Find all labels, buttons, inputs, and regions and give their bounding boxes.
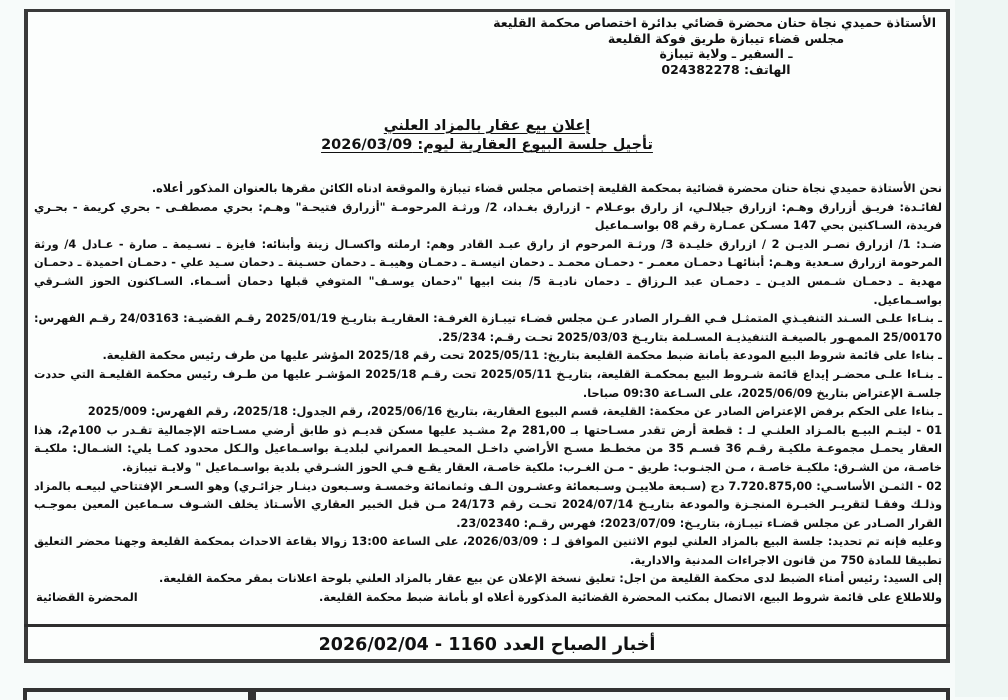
- auction-notice: [28, 12, 946, 624]
- page-margin: [955, 0, 1008, 697]
- next-notice-frame-right: [252, 688, 950, 700]
- paragraph-deposit-record: ـ بنـاءا علـى محضـر إيداع قائمة شـروط البيع بمحكمـة القليعة، بتاريـخ 2025/05/11 تحت رقـم 2025/18 المؤشـر عليها من طـرف رئيس محكمة القليعـة التي حددت جلسـة الإعتراض بتاريخ 2025/06/09، على السـاعة 09:30 صباحا.: [34, 367, 942, 400]
- paragraph-enforcement-title: ـ بنـاءا علـى السـند التنفيـذي المتمثـل فـي القـرار الصادر عـن مجلس قضـاء تيبـازة الغرفـة: العقاريـة بتاريـخ 2025/01/19 رقـم القضيـة: 24/03163 رقـم الفهرس: 25/00170 الممهـور بالصيغـة التنفيذيـة المسـلمة بتاريـخ 2025/03/03 تحـت رقـم: 25/234.: [34, 312, 942, 344]
- locality-line: ـ السفير ـ ولاية تيبازة: [659, 46, 793, 61]
- notice-subtitle: تأجيل جلسة البيوع العقارية ليوم: 2026/03/09: [321, 137, 653, 153]
- paragraph-recipient: إلى السيد: رئيس أمناء الضبط لدى محكمة القليعة من اجل: تعليق نسخة الإعلان عن بيع عقار بالمزاد العلني بلوحة اعلانات بمقر محكمة القليعة.: [158, 572, 942, 586]
- next-notice-frame-left: [23, 688, 252, 700]
- notice-titles: [28, 117, 946, 155]
- paragraph-property-description: 01 - ليتـم البيـع بالمـزاد العلنـي لـ : قطعة أرض تقدر مسـاحتها بـ 281,00 م2 مشـيد عليها مسكن قديـم ذو طابق أرضي مسـاحته الإجمالية تقـدر ب 100م2، هذا العقار يحمـل مجموعـة ملكيـة رقـم 36 قسـم 35 من مخطـط مسـح الأراضي داخـل المحيـط العمراني لبلديـة بواسـماعيل والـكل محدود كمـا يلي: الشـمال: ملكيـة خاصـة، من الشـرق: ملكيـة خاصـة ، مـن الجنـوب: طريق - مـن الغـرب: ملكية خاصـة، العقار يقـع فـي الحوز الشـرقي بلدية بواسـماعيل " ولايـة تيبازة.: [34, 423, 942, 474]
- signature: المحضرة القضائية: [36, 590, 138, 604]
- paragraph-intro: نحن الأستاذة حميدي نجاة حنان محضرة قضائية بمحكمة القليعة إختصاص مجلس قضاء تيبازة والموقعة ادناه الكائن مقرها بالعنوان المذكور أعلاه.: [151, 182, 942, 195]
- paragraph-auction-session: وعليه فإنه تم تحديد: جلسة البيع بالمزاد العلني ليوم الاثنين الموافق لـ : 2026/03/09، على الساعة 13:00 زوالا بقاعة الاحداث بمحكمة القليعة وجهنا محضر التعليق تطبيقا للمادة 750 من قانون الاجراءات المدنية والادارية.: [34, 535, 942, 567]
- notice-body: [34, 180, 942, 608]
- paragraph-contact: وللاطلاع على قائمة شروط البيع، الاتصال بمكتب المحضرة القضائية المذكورة أعلاه او بأمانة ضبط محكمة القليعة.: [318, 591, 942, 605]
- publication-info: أخبار الصباح العدد 1160 - 2026/02/04: [318, 635, 656, 655]
- notice-title: إعلان بيع عقار بالمزاد العلني: [383, 118, 591, 134]
- bailiff-header: [493, 15, 936, 77]
- publication-footer: [24, 624, 950, 663]
- paragraph-base-price: 02 - الثمـن الأساسـي: 7.720.875,00 دج (سـبعة ملاييـن وسـبعمائة وعشـرون الـف وثمانمائة وخمسـة وسـبعون دينـار جزائـري) وهو السـعر الإفتتاحي لبيعـه بالمزاد وذلـك وفقـا لتقريـر الخبـرة المنجـزة والمودعة بتاريـخ 2024/07/14 تحـت رقم 24/173 مـن قبل الخبير العقاري الأسـتاذ يخلف الشـوف سـماعين المعين بموجـب القرار الصـادر عن مجلس قضـاء تيبـازة، بتاريـخ: 2023/07/09؛ فهرس رقـم: 23/02340.: [34, 479, 943, 530]
- paragraph-objection-ruling: ـ بناءا على الحكم برفض الإعتراض الصادر عن محكمة: القليعة، قسم البيوع العقارية، بتاريخ 2025/06/16، رقم الجدول: 2025/18، رقم الفهرس: 2025/009: [87, 405, 942, 419]
- bailiff-name-line: الأستاذة حميدي نجاة حنان محضرة قضائي بدائرة اختصاص محكمة القليعة: [493, 15, 936, 30]
- paragraph-beneficiaries: لفائـدة: فريـق أزرارق وهـم: ازرارق جيلالـي، از رارق بوعـلام - ازرارق بغـداد، 2/ ورثـة المرحومـة "أزرارق فتيحـة" وهـم: بحري مصطفـى - بحري كريمة - بحـري فريدة، السـاكنين بحي 147 مسـكن عمـارة رقم 08 بواسـماعيل: [34, 200, 942, 233]
- phone-line: الهاتف: 024382278: [661, 61, 791, 77]
- paragraph-defendants: ضـد: 1/ ازرارق نصـر الديـن 2 / ازرارق خليـدة 3/ ورثـة المرحوم از رارق عبـد القادر وهم: ارملته واكسـال زينة وأبنائه: فايزة ـ نسـيمة ـ صارة - عـادل 4/ ورثة المرحومة ازرارق سـعدية وهـم: أبنائهـا دحمـان معمـر - دحمـان محمـد ـ دحمان انيسـة ـ دحمـان وهيبـة ـ دحمان حسـينة ـ دحمان سـيد علي - دحمـان احميدة ـ دحمـان مهدية ـ دحمـان شـمس الديـن ـ دحمـان عبد الـرزاق ـ دحمان ناديـة 5/ بنت ابيها "دحمان يوسـف" المتوفي قبلها دحمان أسـماء. السـاكنون الحوز الشـرقي بواسـماعيل.: [34, 237, 942, 307]
- paragraph-sale-conditions: ـ بناءا على قائمة شروط البيع المودعة بأمانة ضبط محكمة القليعة بتاريخ: 2025/05/11 تحت رقم 2025/18 المؤشر عليها من طرف رئيس محكمة القليعة.: [102, 349, 942, 363]
- council-address-line: مجلس قضاء تيبازة طريق فوكة القليعة: [607, 30, 845, 46]
